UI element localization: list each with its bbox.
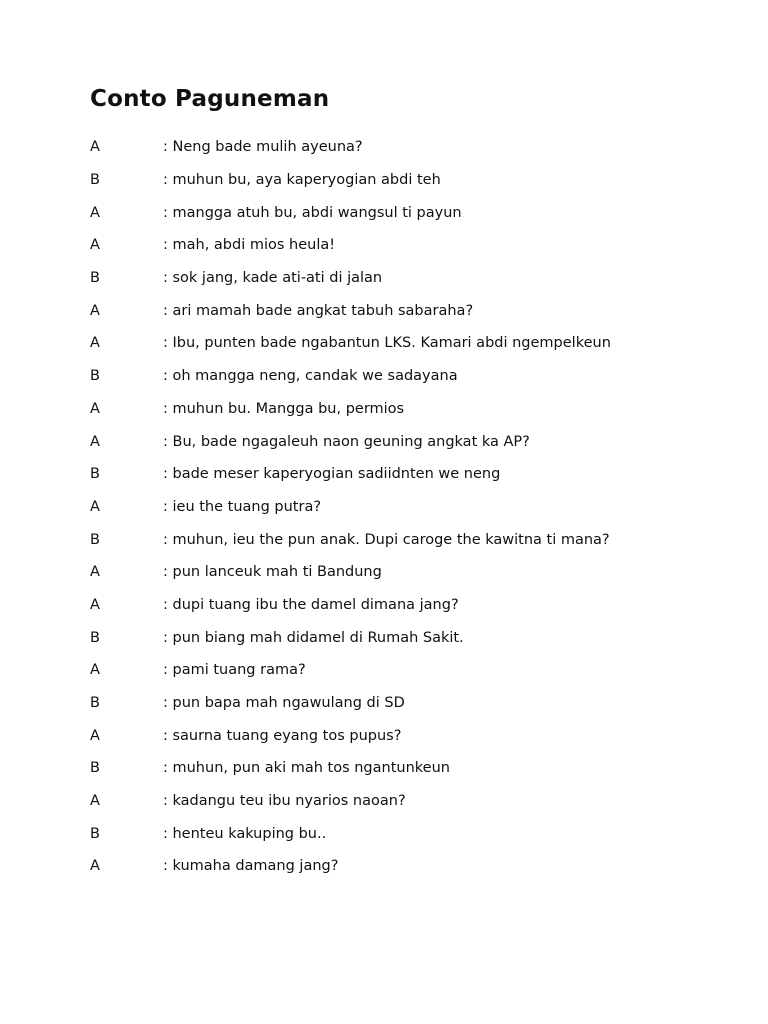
utterance-text: : mah, abdi mios heula! xyxy=(163,237,336,254)
dialogue-line xyxy=(90,294,730,327)
dialogue-line xyxy=(90,850,730,883)
utterance-text: : pun biang mah didamel di Rumah Sakit. xyxy=(163,629,464,646)
speaker-label: A xyxy=(90,400,100,417)
utterance-text: : pun bapa mah ngawulang di SD xyxy=(163,695,405,712)
utterance-text: : muhun bu, aya kaperyogian abdi teh xyxy=(163,172,441,189)
speaker-label: B xyxy=(90,695,100,712)
speaker-label: B xyxy=(90,629,100,646)
dialogue-line xyxy=(90,687,730,720)
utterance-text: : saurna tuang eyang tos pupus? xyxy=(163,727,402,744)
dialogue-line xyxy=(90,196,730,229)
utterance-text: : Neng bade mulih ayeuna? xyxy=(163,139,363,156)
dialogue-line xyxy=(90,523,730,556)
speaker-label: A xyxy=(90,858,100,875)
speaker-label: A xyxy=(90,498,100,515)
speaker-label: A xyxy=(90,662,100,679)
utterance-text: : ari mamah bade angkat tabuh sabaraha? xyxy=(163,302,474,319)
dialogue-line xyxy=(90,817,730,850)
dialogue-line xyxy=(90,654,730,687)
speaker-label: A xyxy=(90,204,100,221)
dialogue-line xyxy=(90,262,730,295)
speaker-label: A xyxy=(90,727,100,744)
utterance-text: : henteu kakuping bu.. xyxy=(163,825,327,842)
speaker-label: A xyxy=(90,433,100,450)
utterance-text: : muhun bu. Mangga bu, permios xyxy=(163,400,405,417)
speaker-label: A xyxy=(90,335,100,352)
dialogue-line xyxy=(90,229,730,262)
speaker-label: A xyxy=(90,564,100,581)
speaker-label: A xyxy=(90,139,100,156)
utterance-text: : Bu, bade ngagaleuh naon geuning angkat ka AP? xyxy=(163,433,530,450)
speaker-label: B xyxy=(90,825,100,842)
speaker-label: A xyxy=(90,793,100,810)
utterance-text: : oh mangga neng, candak we sadayana xyxy=(163,368,458,385)
utterance-text: : pami tuang rama? xyxy=(163,662,306,679)
utterance-text: : pun lanceuk mah ti Bandung xyxy=(163,564,382,581)
dialogue-line xyxy=(90,164,730,197)
utterance-text: : mangga atuh bu, abdi wangsul ti payun xyxy=(163,204,462,221)
page-title: Conto Paguneman xyxy=(90,86,330,112)
dialogue-line xyxy=(90,491,730,524)
utterance-text: : kumaha damang jang? xyxy=(163,858,339,875)
speaker-label: A xyxy=(90,596,100,613)
dialogue-line xyxy=(90,393,730,426)
dialogue-line xyxy=(90,752,730,785)
utterance-text: : ieu the tuang putra? xyxy=(163,498,322,515)
speaker-label: B xyxy=(90,270,100,287)
speaker-label: A xyxy=(90,302,100,319)
dialogue-line xyxy=(90,360,730,393)
utterance-text: : bade meser kaperyogian sadiidnten we neng xyxy=(163,466,501,483)
utterance-text: : kadangu teu ibu nyarios naoan? xyxy=(163,793,406,810)
utterance-text: : muhun, ieu the pun anak. Dupi caroge the kawitna ti mana? xyxy=(163,531,610,548)
speaker-label: B xyxy=(90,760,100,777)
dialogue-line xyxy=(90,785,730,818)
speaker-label: B xyxy=(90,466,100,483)
utterance-text: : dupi tuang ibu the damel dimana jang? xyxy=(163,596,459,613)
dialogue-line xyxy=(90,719,730,752)
dialogue-line xyxy=(90,556,730,589)
dialogue-list xyxy=(90,131,730,883)
speaker-label: B xyxy=(90,172,100,189)
speaker-label: A xyxy=(90,237,100,254)
speaker-label: B xyxy=(90,531,100,548)
dialogue-line xyxy=(90,621,730,654)
speaker-label: B xyxy=(90,368,100,385)
utterance-text: : Ibu, punten bade ngabantun LKS. Kamari abdi ngempelkeun xyxy=(163,335,611,352)
dialogue-line xyxy=(90,327,730,360)
dialogue-line xyxy=(90,425,730,458)
utterance-text: : muhun, pun aki mah tos ngantunkeun xyxy=(163,760,450,777)
dialogue-line xyxy=(90,131,730,164)
utterance-text: : sok jang, kade ati-ati di jalan xyxy=(163,270,383,287)
dialogue-line xyxy=(90,458,730,491)
dialogue-line xyxy=(90,589,730,622)
